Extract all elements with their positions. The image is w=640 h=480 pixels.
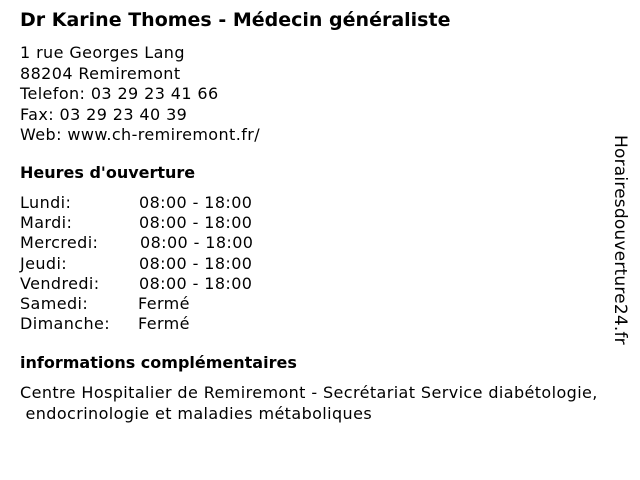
phone-number[interactable]: Telefon: 03 29 23 41 66 [20,84,219,103]
time-value: 08:00 - 18:00 [139,213,253,233]
address-city: 88204 Remiremont [20,63,181,83]
day-label: Lundi: [20,193,72,212]
time-value: 08:00 - 18:00 [139,273,253,293]
time-value: Fermé [138,314,190,334]
day-label: Vendredi: [20,273,100,293]
day-label: Dimanche: [20,314,111,334]
time-value: 08:00 - 18:00 [139,193,253,212]
fax-number: Fax: 03 29 23 40 39 [20,104,188,124]
additional-info-text: Centre Hospitalier de Remiremont - Secrétariat Service diabétologie, endocrinologie et maladies métaboliques [20,383,598,423]
day-label: Jeudi: [20,253,68,273]
time-value: 08:00 - 18:00 [139,253,253,273]
day-label: Mercredi: [20,233,99,253]
opening-hours-heading: Heures d'ouverture [20,163,196,182]
time-value: 08:00 - 18:00 [140,233,254,253]
website-link[interactable]: Web: www.ch-remiremont.fr/ [20,125,260,144]
address-street: 1 rue Georges Lang [20,43,185,62]
time-value: Fermé [138,293,190,313]
site-watermark: Horairesdouverture24.fr [610,135,630,345]
contact-block [20,43,260,146]
day-label: Mardi: [20,213,73,233]
day-label: Samedi: [20,293,89,313]
page-title: Dr Karine Thomes - Médecin généraliste [20,9,451,31]
additional-info-heading: informations complémentaires [20,353,297,372]
